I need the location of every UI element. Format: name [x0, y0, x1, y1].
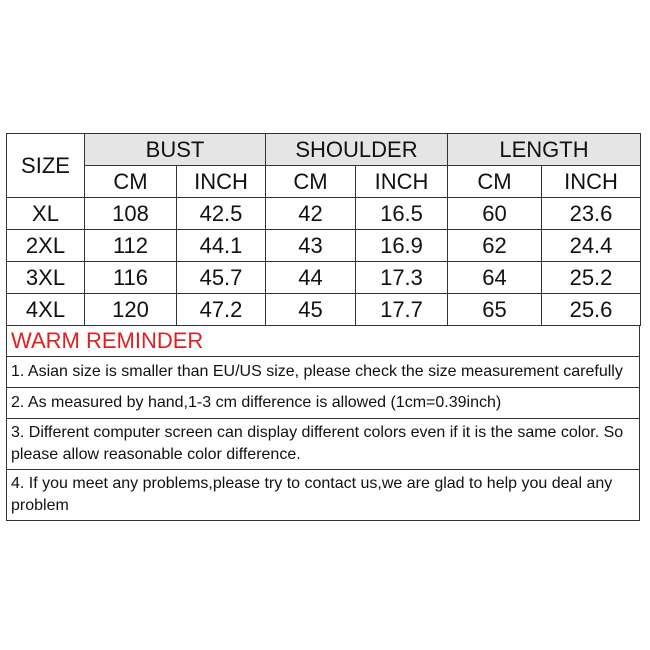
reminder-note: 1. Asian size is smaller than EU/US size, please check the size measurement carefully [7, 356, 639, 387]
table-cell: 64 [448, 262, 542, 294]
table-row [7, 230, 641, 262]
table-cell: 47.2 [177, 294, 266, 326]
table-cell: 25.2 [542, 262, 641, 294]
table-cell: 45.7 [177, 262, 266, 294]
unit-header: CM [448, 166, 542, 198]
table-cell: 24.4 [542, 230, 641, 262]
table-cell: 65 [448, 294, 542, 326]
table-cell: 112 [85, 230, 177, 262]
size-cell: 2XL [7, 230, 85, 262]
unit-header: INCH [542, 166, 641, 198]
table-cell: 16.5 [356, 198, 448, 230]
unit-header: CM [266, 166, 356, 198]
unit-header: INCH [177, 166, 266, 198]
table-cell: 116 [85, 262, 177, 294]
table-cell: 60 [448, 198, 542, 230]
size-chart [6, 133, 640, 521]
table-cell: 17.3 [356, 262, 448, 294]
size-cell: 3XL [7, 262, 85, 294]
table-cell: 23.6 [542, 198, 641, 230]
table-cell: 42 [266, 198, 356, 230]
header-row-groups [7, 134, 641, 166]
table-cell: 44.1 [177, 230, 266, 262]
table-cell: 25.6 [542, 294, 641, 326]
warm-reminder-section [6, 326, 640, 521]
table-row [7, 262, 641, 294]
bust-header: BUST [85, 134, 266, 166]
unit-header: INCH [356, 166, 448, 198]
shoulder-header: SHOULDER [266, 134, 448, 166]
table-cell: 17.7 [356, 294, 448, 326]
size-table [6, 133, 641, 326]
table-row [7, 198, 641, 230]
table-cell: 108 [85, 198, 177, 230]
table-row [7, 294, 641, 326]
table-cell: 42.5 [177, 198, 266, 230]
length-header: LENGTH [448, 134, 641, 166]
header-row-units [7, 166, 641, 198]
table-cell: 45 [266, 294, 356, 326]
table-cell: 43 [266, 230, 356, 262]
unit-header: CM [85, 166, 177, 198]
reminder-note: 2. As measured by hand,1-3 cm difference is allowed (1cm=0.39inch) [7, 387, 639, 418]
reminder-note: 3. Different computer screen can display different colors even if it is the same color. So please allow reasonable color difference. [7, 418, 639, 469]
size-cell: XL [7, 198, 85, 230]
reminder-note: 4. If you meet any problems,please try to contact us,we are glad to help you deal any problem [7, 469, 639, 520]
warm-reminder-title: WARM REMINDER [11, 328, 204, 353]
size-cell: 4XL [7, 294, 85, 326]
table-cell: 120 [85, 294, 177, 326]
size-header: SIZE [7, 134, 85, 198]
table-cell: 16.9 [356, 230, 448, 262]
table-cell: 44 [266, 262, 356, 294]
table-cell: 62 [448, 230, 542, 262]
